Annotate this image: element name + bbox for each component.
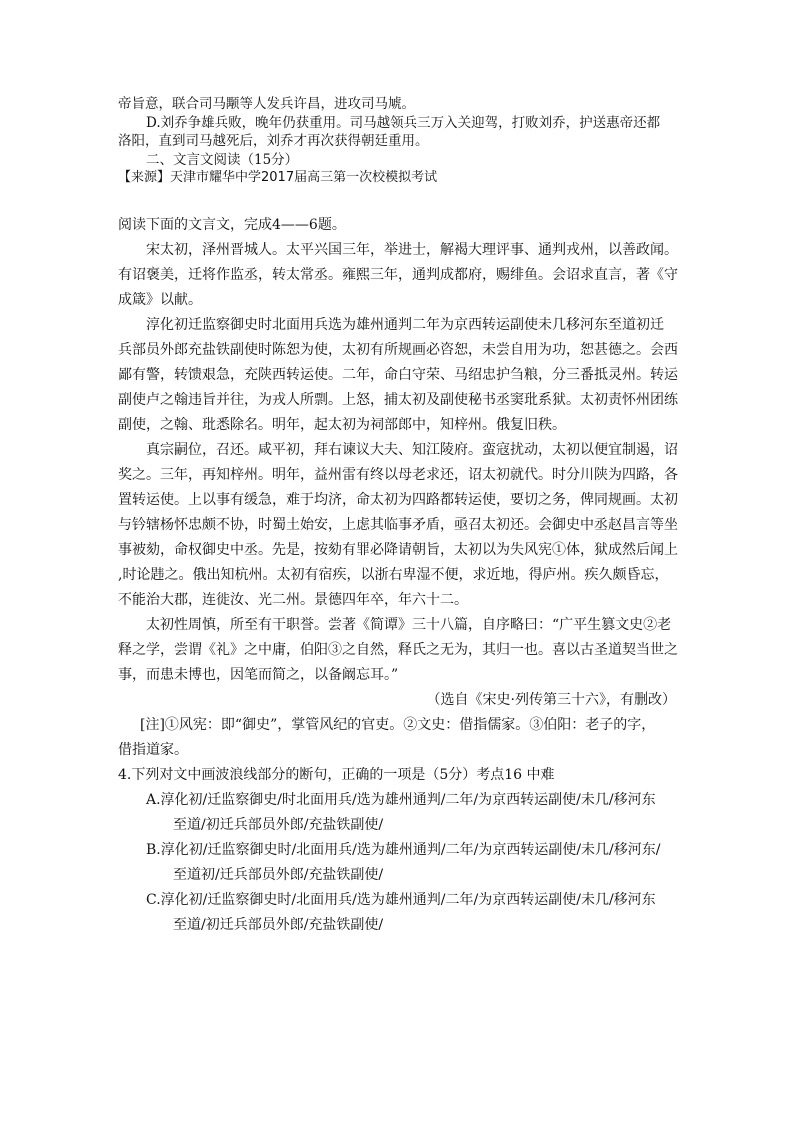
passage-paragraph-4 [118, 613, 678, 688]
source-line: 【来源】天津市耀华中学2017届高三第一次校模拟考试 [118, 170, 438, 185]
question-4: 4.下列对文中画波浪线部分的断句，正确的一项是（5分）考点16 中难 [118, 767, 555, 783]
option-c [118, 888, 678, 938]
reading-section [118, 213, 678, 938]
passage-line: 真宗嗣位，召还。咸平初，拜右谏议大夫、知江陵府。蛮寇扰动，太初以便宜制遏，诏 [146, 442, 678, 458]
citation: （选自《宋史·列传第三十六》，有删改） [426, 692, 676, 708]
passage-line: 副使，之翰、玭悉除名。明年，起太初为祠部郎中，知梓州。俄复旧秩。 [118, 417, 566, 433]
option-a [118, 788, 678, 838]
passage-line: 奖之。三年，再知梓州。明年，益州雷有终以母老求还，诏太初就代。时分川陕为四路，各 [118, 467, 678, 483]
passage-line: 兵部员外郎充盐铁副使时陈恕为使，太初有所规画必咨恕，未尝自用为功，恕甚德之。会西 [118, 342, 678, 358]
passage-line: 鄙有警，转馈艰急，充陕西转运使。二年，命白守荣、马绍忠护刍粮，分三番抵灵州。转运 [118, 367, 678, 383]
passage-line: 成箴》以献。 [118, 292, 202, 308]
passage-line: 事被劾，命权御史中丞。先是，按劾有罪必降请朝旨，太初以为失风宪①体，狱成然后闻上 [118, 542, 678, 558]
passage-paragraph-2 [118, 313, 678, 438]
passage-line: 释之学，尝谓《礼》之中庸，伯阳③之自然，释氏之无为，其归一也。喜以古圣道契当世之 [118, 642, 678, 658]
section-heading: 二、文言文阅读（15分） [146, 151, 299, 168]
passage-paragraph-1 [118, 238, 678, 313]
passage-line: 副使卢之翰违旨并往，为戎人所剽。上怒，捕太初及副使秘书丞窦玭系狱。太初责怀州团练 [118, 392, 678, 408]
passage-line: 与钤辖杨怀忠颇不协，时蜀土始安，上虑其临事矛盾，亟召太初还。会御史中丞赵昌言等坐 [118, 517, 678, 533]
option-b [118, 838, 678, 888]
passage-line: 不能治大郡，连徙汝、光二州。景德四年卒，年六十二。 [118, 592, 468, 608]
option-line: 至道/初迁兵部员外郎/充盐铁副使/ [173, 917, 384, 933]
notes [118, 713, 678, 763]
passage-line: 有诏褒美，迁将作监丞，转太常丞。雍熙三年，通判成都府，赐绯鱼。会诏求直言，著《守 [118, 267, 678, 283]
option-line: 至道初/迁兵部员外郎/充盐铁副使/ [173, 867, 384, 883]
option-d-line: D.刘乔争雄兵败，晚年仍获重用。司马越领兵三万入关迎驾，打败刘乔，护送惠帝还都 [146, 114, 661, 131]
previous-question-tail [118, 95, 660, 187]
passage-paragraph-3 [118, 438, 678, 613]
passage-line: 太初性周慎，所至有干职誉。尝著《简谭》三十八篇，自序略曰：“广平生篡文史②老 [146, 617, 672, 633]
option-line: 至道/初迁兵部员外郎/充盐铁副使/ [173, 817, 384, 833]
passage-line: 置转运使。上以事有缓急，难于均济，命太初为四路都转运使，要切之务，俾同规画。太初 [118, 492, 678, 508]
note-line: 借指道家。 [118, 742, 188, 758]
passage-line: 宋太初，泽州晋城人。太平兴国三年，举进士，解褐大理评事、通判戎州，以善政闻。 [146, 242, 678, 258]
note-line: [注]①风宪：即“御史”，掌管风纪的官吏。②文史：借指儒家。③伯阳：老子的字， [140, 717, 656, 733]
text-line: 洛阳，直到司马越死后，刘乔才再次获得朝廷重用。 [118, 133, 429, 149]
text-line: 帝旨意，联合司马颙等人发兵许昌，进攻司马虓。 [118, 96, 415, 112]
passage-line: ,时论韪之。俄出知杭州。太初有宿疾，以浙右卑湿不便，求近地，得庐州。疾久颇昏忘， [118, 567, 669, 583]
option-line: A.淳化初/迁监察御史/时北面用兵/选为雄州通判/二年/为京西转运副使/未几/移河东 [146, 792, 656, 808]
instruction: 阅读下面的文言文，完成4——6题。 [118, 217, 346, 233]
passage-line-wavy: 淳化初迁监察御史时北面用兵选为雄州通判二年为京西转运副使未几移河东至道初迁 [146, 317, 664, 333]
option-line: B.淳化初/迁监察御史时/北面用兵/选为雄州通判/二年/为京西转运副使/未几/移河东/ [146, 842, 661, 858]
option-line: C.淳化初/迁监察御史时/北面用兵/选为雄州通判/二年/为京西转运副使/未几/移河东 [146, 892, 656, 908]
passage-line: 事，而患未博也，因笔而简之，以备阚忘耳。” [118, 667, 399, 683]
